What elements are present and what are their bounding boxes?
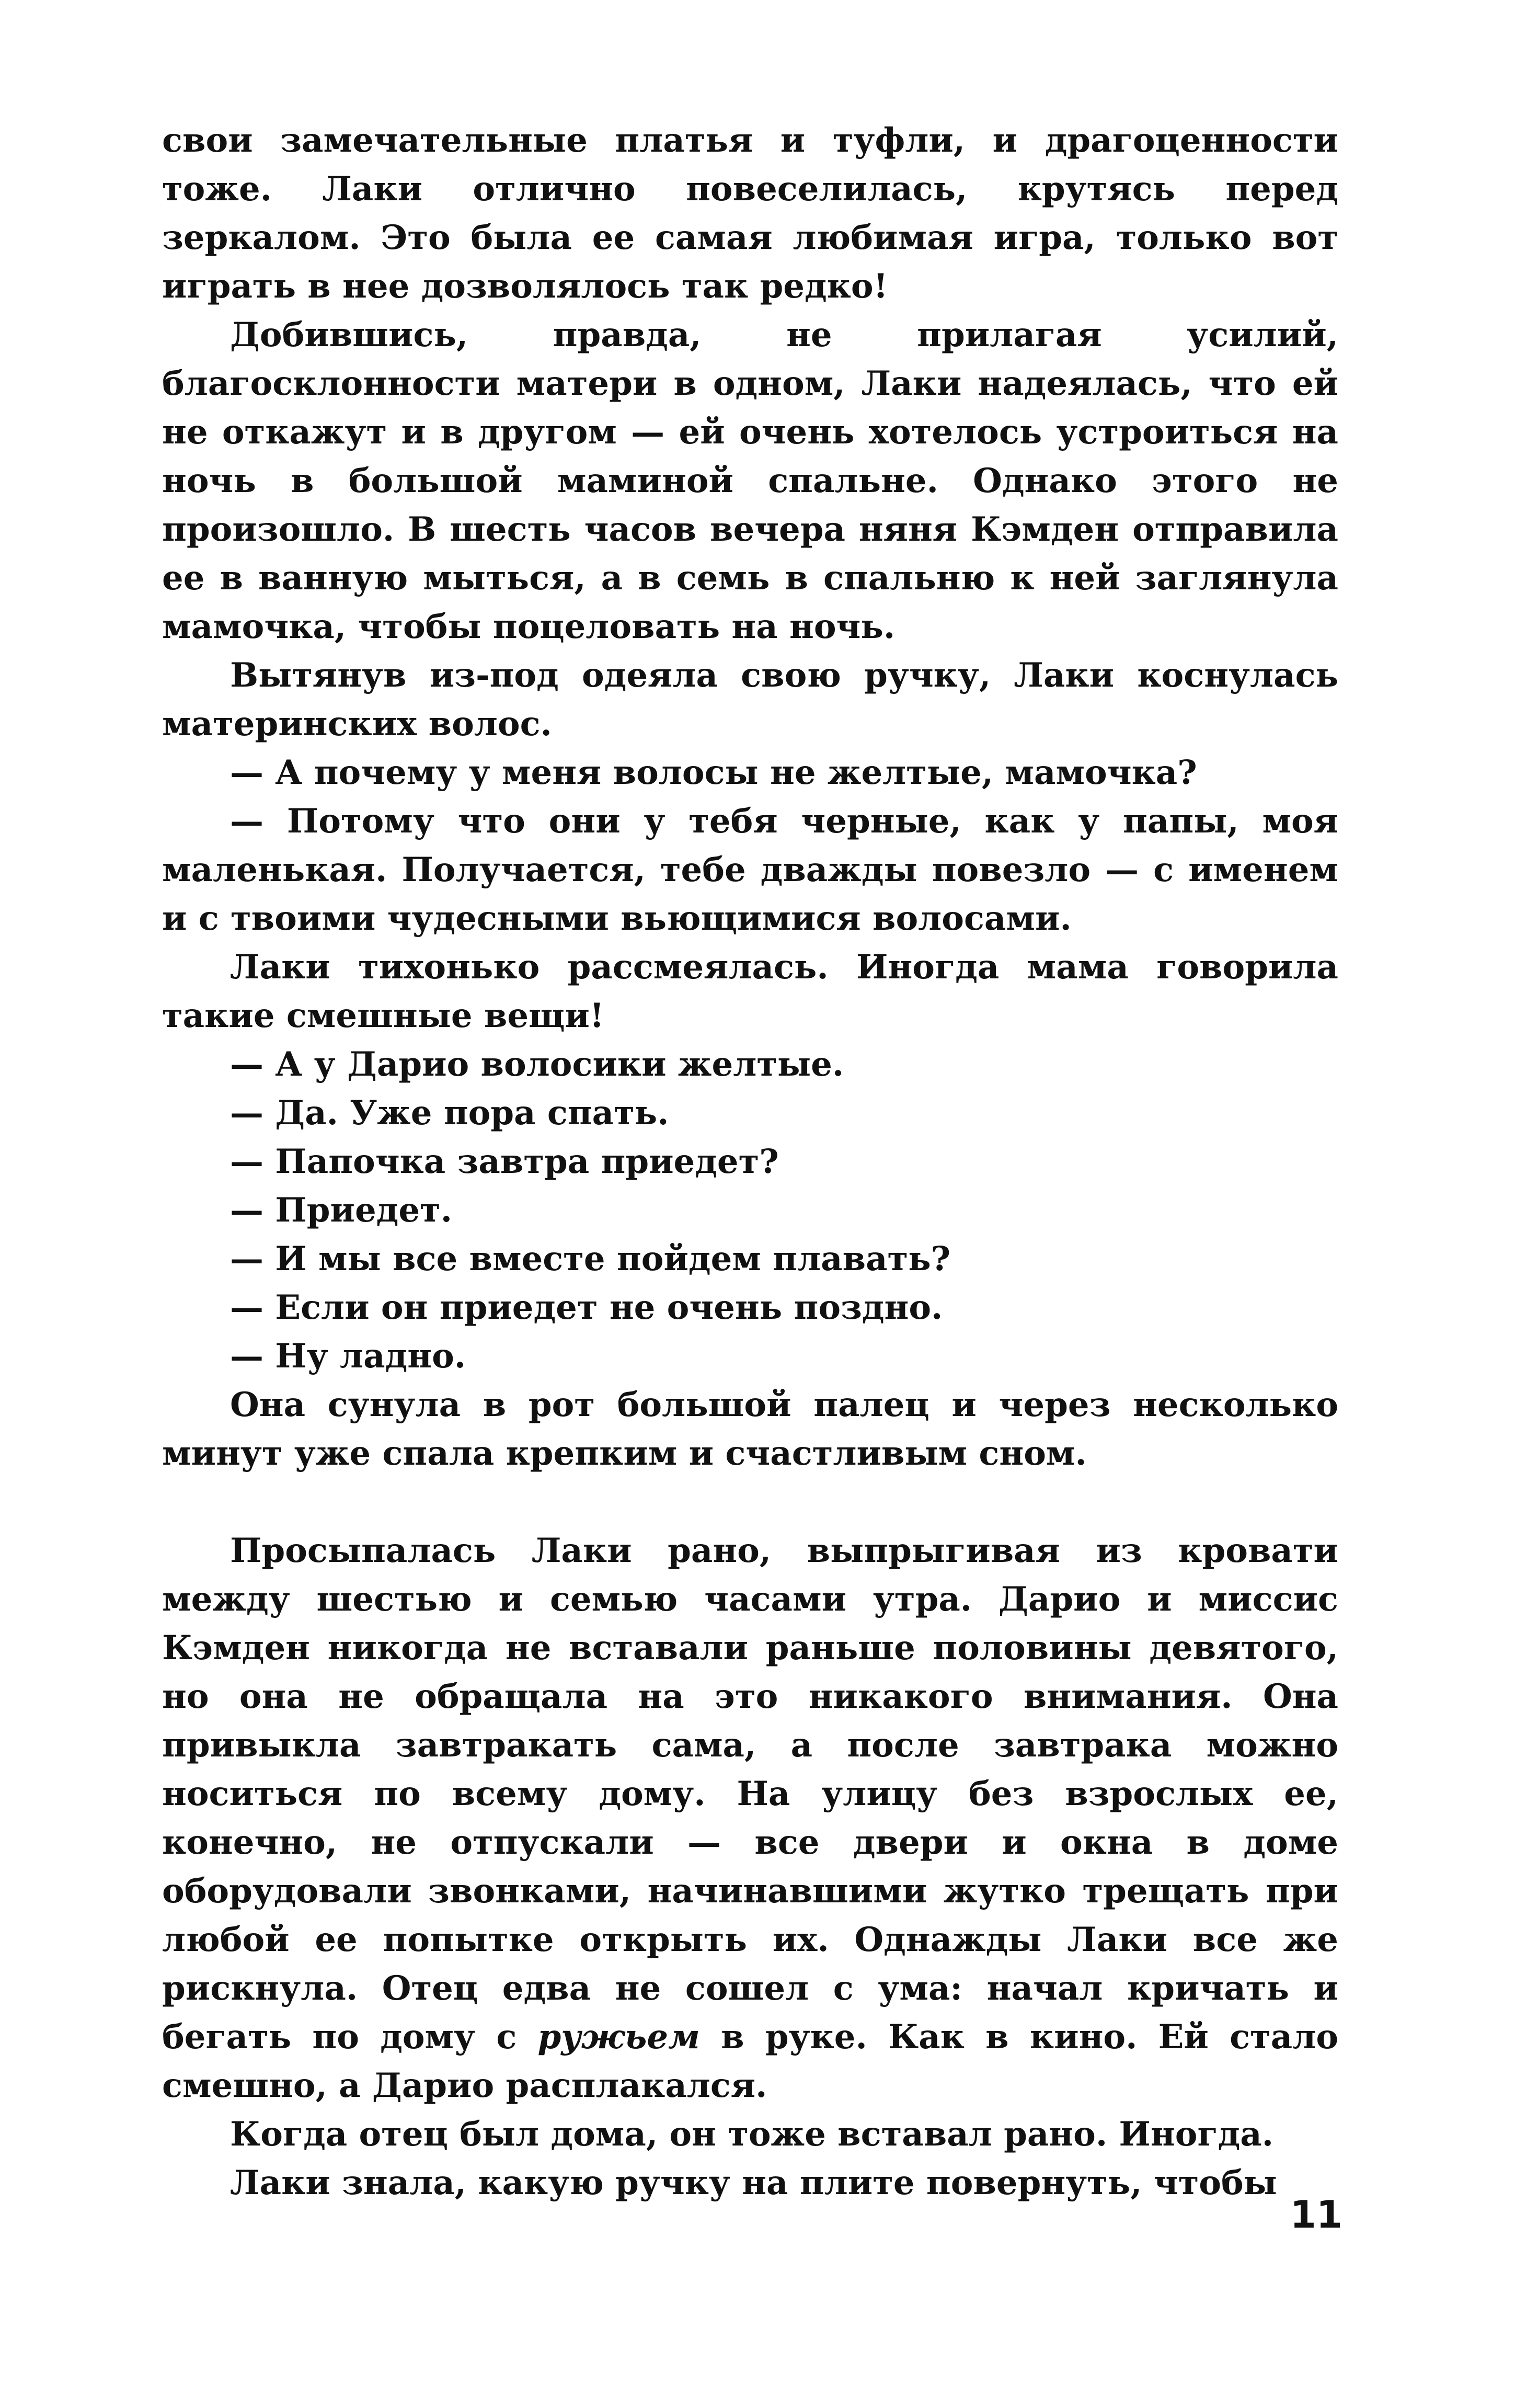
dialogue-line: — Да. Уже пора спать. <box>230 1093 669 1133</box>
paragraph: Вытянув из-под одеяла свою ручку, Лаки коснулась материнских волос. <box>162 656 1338 744</box>
paragraph: Добившись, правда, не прилагая усилий, благосклонности матери в одном, Лаки надеялась, что ей не откажут и в другом — ей очень хотелось устроиться на ночь в большой маминой спальне. Однако этого не произошло. В шесть часов вечера няня Кэмден отправила ее в ванную мыться, а в семь в спальню к ней заглянула мамочка, чтобы поцеловать на ночь. <box>162 315 1338 646</box>
paragraph: Она сунула в рот большой палец и через несколько минут уже спала крепким и счастливым сном. <box>162 1385 1338 1473</box>
dialogue-line: — А у Дарио волосики желтые. <box>230 1045 844 1084</box>
dialogue-line: — Приедет. <box>230 1191 452 1230</box>
dialogue-line: — Если он приедет не очень поздно. <box>230 1288 943 1327</box>
dialogue-line: — Папочка завтра приедет? <box>230 1142 779 1181</box>
paragraph: Лаки знала, какую ручку на плите повернуть, чтобы <box>230 2163 1277 2202</box>
book-page-text <box>162 116 1338 2207</box>
dialogue-line: — Потому что они у тебя черные, как у папы, моя маленькая. Получается, тебе дважды повезло — с именем и с твоими чудесными вьющимися волосами. <box>162 802 1338 938</box>
paragraph-text: в руке. Как в кино. Ей стало смешно, а Дарио расплакался. <box>162 2017 1339 2105</box>
paragraph-text: Просыпалась Лаки рано, выпрыгивая из кровати между шестью и семью часами утра. Дарио и миссис Кэмден никогда не вставали раньше половины девятого, но она не обращала на это никакого внимания. Она привыкла завтракать сама, а после завтрака можно носиться по всему дому. На улицу без взрослых ее, конечно, не отпускали — все двери и окна в доме оборудовали звонками, начинавшими жутко трещать при любой ее попытке открыть их. Однажды Лаки все же рискнула. Отец едва не сошел с ума: начал кричать и бегать по дому с <box>162 1531 1338 2057</box>
dialogue-line: — Ну ладно. <box>230 1337 466 1376</box>
emphasized-word: ружьем <box>537 2017 700 2057</box>
paragraph: свои замечательные платья и туфли, и драгоценности тоже. Лаки отлично повеселилась, крутясь перед зеркалом. Это была ее самая любимая игра, только вот играть в нее дозволялось так редко! <box>162 121 1338 306</box>
paragraph: Когда отец был дома, он тоже вставал рано. Иногда. <box>230 2115 1273 2154</box>
page-number: 11 <box>1290 2193 1342 2236</box>
dialogue-line: — А почему у меня волосы не желтые, мамочка? <box>230 753 1197 792</box>
paragraph <box>162 1526 1338 2110</box>
dialogue-line: — И мы все вместе пойдем плавать? <box>230 1239 951 1279</box>
paragraph: Лаки тихонько рассмеялась. Иногда мама говорила такие смешные вещи! <box>162 948 1338 1035</box>
section-break <box>162 1478 1338 1526</box>
